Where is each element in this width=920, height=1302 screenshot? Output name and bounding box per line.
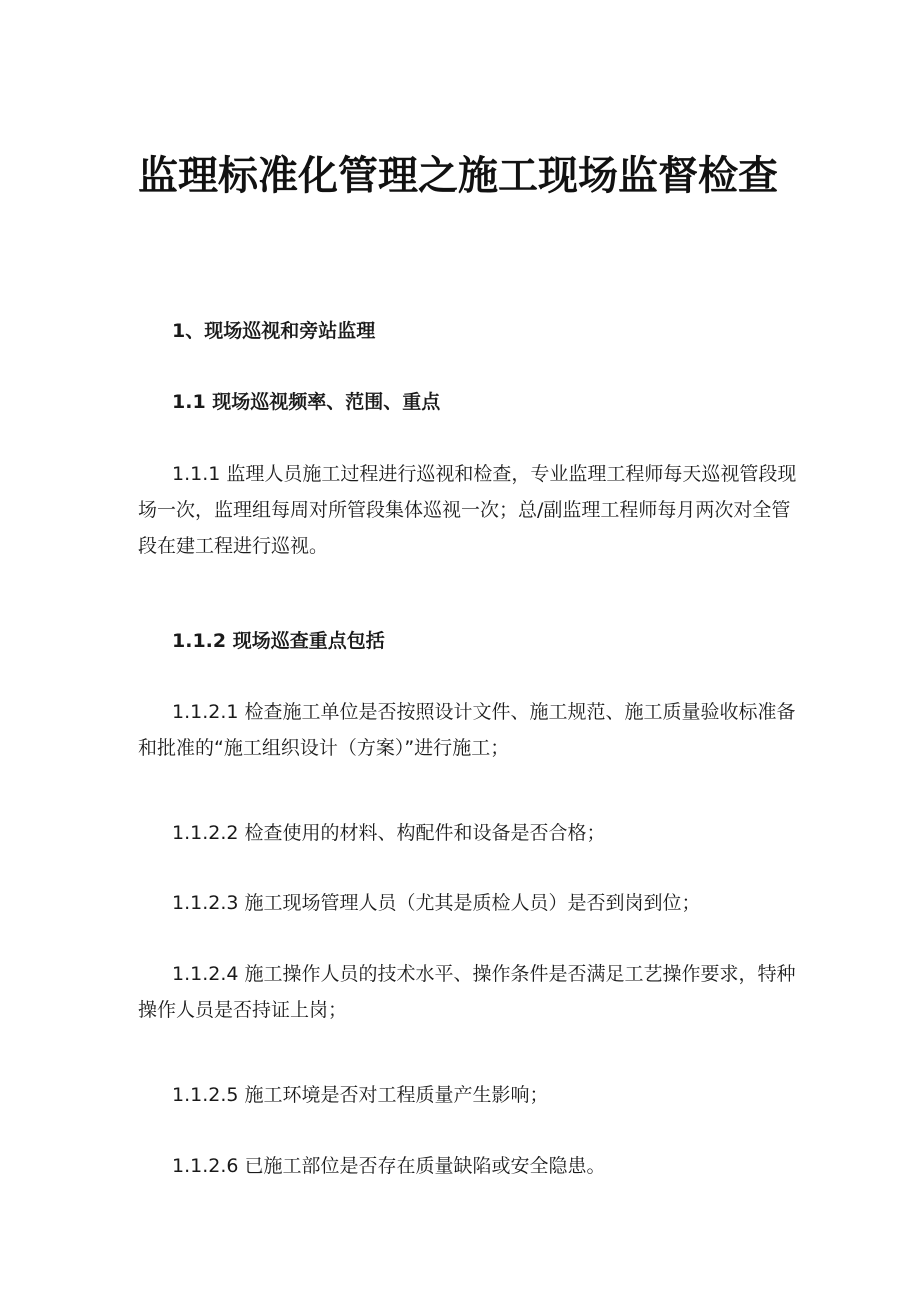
paragraph-1-1-2-1: 1.1.2.1 检查施工单位是否按照设计文件、施工规范、施工质量验收标准备和批准的“施工组织设计（方案）”进行施工； xyxy=(138,701,796,759)
paragraph-1-1-2-4: 1.1.2.4 施工操作人员的技术水平、操作条件是否满足工艺操作要求，特种操作人员是否持证上岗； xyxy=(138,963,796,1021)
paragraph-1-1-1: 1.1.1 监理人员施工过程进行巡视和检查，专业监理工程师每天巡视管段现场一次，监理组每周对所管段集体巡视一次；总/副监理工程师每月两次对全管段在建工程进行巡视。 xyxy=(138,463,797,557)
section-heading-1-1: 1.1 现场巡视频率、范围、重点 xyxy=(172,391,441,413)
section-heading-1: 1、现场巡视和旁站监理 xyxy=(172,320,376,342)
paragraph-1-1-2-6: 1.1.2.6 已施工部位是否存在质量缺陷或安全隐患。 xyxy=(172,1155,606,1177)
document-title: 监理标准化管理之施工现场监督检查 xyxy=(138,153,778,199)
paragraph-1-1-2-5: 1.1.2.5 施工环境是否对工程质量产生影响； xyxy=(172,1084,549,1106)
section-heading-1-1-2: 1.1.2 现场巡查重点包括 xyxy=(172,630,385,652)
paragraph-1-1-2-3: 1.1.2.3 施工现场管理人员（尤其是质检人员）是否到岗到位； xyxy=(172,892,701,914)
paragraph-1-1-2-2: 1.1.2.2 检查使用的材料、构配件和设备是否合格； xyxy=(172,822,606,844)
